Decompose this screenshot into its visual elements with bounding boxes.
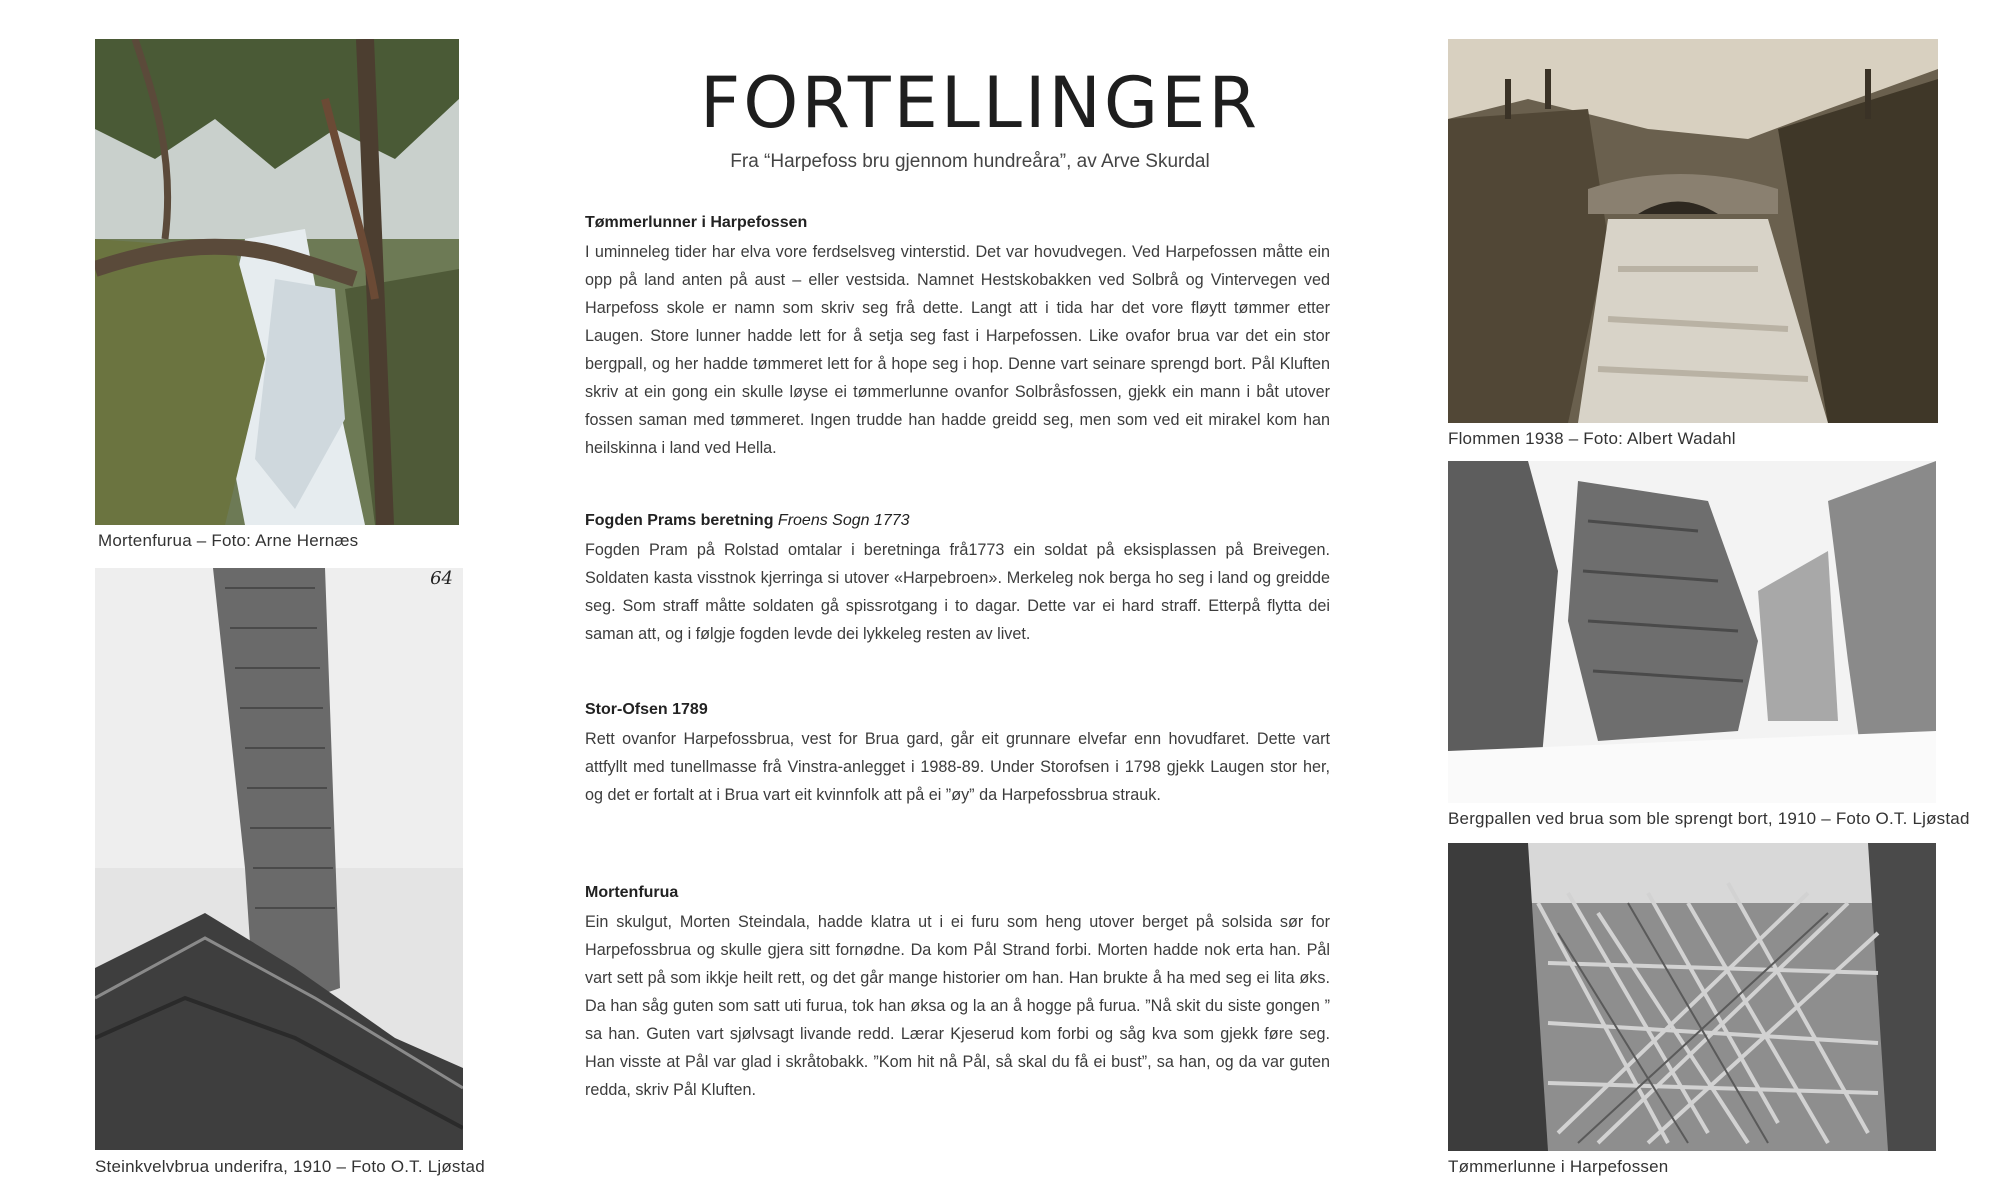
page-title: FORTELLINGER — [700, 62, 1261, 144]
story-tommerlunner — [585, 214, 1330, 462]
caption-flommen: Flommen 1938 – Foto: Albert Wadahl — [1448, 429, 1736, 448]
page-subtitle: Fra “Harpefoss bru gjennom hundreåra”, av Arve Skurdal — [730, 151, 1210, 172]
story-body: Rett ovanfor Harpefossbrua, vest for Brua gard, går eit grunnare elvefar enn hovudfaret. Dette vart attfyllt med tunellmasse frå Vinstra-anlegget i 1988-89. Under Storofsen i 1798 gjekk Laugen stor her, og det er fortalt at i Brua vart eit kvinnfolk att på ei ”øy” da Harpefossbrua strauk. — [585, 730, 1330, 804]
photo-flommen — [1448, 39, 1938, 423]
caption-bergpallen: Bergpallen ved brua som ble sprengt bort, 1910 – Foto O.T. Ljøstad — [1448, 809, 1970, 828]
photo-tommerlunne — [1448, 843, 1936, 1151]
story-body: I uminneleg tider har elva vore ferdselsveg vinterstid. Det var hovudvegen. Ved Harpefossen måtte ein opp på land anten på aust – eller vestsida. Namnet Hestskobakken ved Solbrå og Vintervegen ved Harpefoss skole er namn som skriv seg frå dette. Langt att i tida har det vore fløytt tømmer etter Laugen. Store lunner hadde lett for å setja seg fast i Harpefossen. Like ovafor brua var det ein stor bergpall, og her hadde tømmeret lett for å hope seg i hop. Denne vart seinare sprengd bort. Pål Kluften skriv at ein gong ein skulle løyse ei tømmerlunne ovanfor Solbråsfossen, gjekk ein mann i båt utover fossen saman med tømmeret. Ingen trudde han hadde greidd seg, men som ved eit mirakel kom han heilskinna i land ved Hella. — [585, 243, 1330, 457]
photo-steinkvelvbrua — [95, 568, 463, 1150]
story-heading-main: Fogden Prams beretning — [585, 512, 774, 529]
story-mortenfurua — [585, 884, 1330, 1104]
photo-archive-number: 64 — [430, 568, 453, 589]
story-heading: Stor-Ofsen 1789 — [585, 701, 708, 718]
story-heading-source: Froens Sogn 1773 — [777, 512, 910, 529]
story-heading: Tømmerlunner i Harpefossen — [585, 214, 808, 231]
photo-bergpallen — [1448, 461, 1936, 803]
story-fogden — [585, 512, 1330, 648]
story-heading: Mortenfurua — [585, 884, 679, 901]
caption-mortenfurua: Mortenfurua – Foto: Arne Hernæs — [98, 531, 359, 550]
story-storofsen — [585, 701, 1330, 809]
photo-mortenfurua — [95, 39, 459, 525]
story-body: Fogden Pram på Rolstad omtalar i beretninga frå1773 ein soldat på eksisplassen på Breivegen. Soldaten kasta visstnok kjerringa si utover «Harpebroen». Merkeleg nok berga ho seg i land og greidde seg. Som straff måtte soldaten gå spissrotgang i to dagar. Dette var ei hard straff. Etterpå flytta dei saman att, og i følgje fogden levde dei lykkeleg resten av livet. — [585, 541, 1330, 643]
caption-steinkvelvbrua: Steinkvelvbrua underifra, 1910 – Foto O.T. Ljøstad — [95, 1157, 485, 1176]
story-heading — [585, 512, 1330, 530]
story-body: Ein skulgut, Morten Steindala, hadde klatra ut i ei furu som heng utover berget på solsida sør for Harpefossbrua og skulle gjera sitt fornødne. Da kom Pål Strand forbi. Morten hadde nok erta han. Pål vart sett på som ikkje heilt rett, og det går mange historier om han. Han brukte å ha med seg ei lita øks. Da han såg guten som satt uti furua, tok han øksa og la an å hogge på furua. ”Nå skit du siste gongen ” sa han. Guten vart sjølvsagt livande redd. Lærar Kjeserud kom forbi og såg kva som gjekk føre seg. Han visste at Pål var glad i skråtobakk. ”Kom hit nå Pål, så skal du få ei bust”, sa han, og da var guten redda, skriv Pål Kluften. — [585, 913, 1330, 1099]
caption-tommerlunne: Tømmerlunne i Harpefossen — [1448, 1157, 1669, 1176]
